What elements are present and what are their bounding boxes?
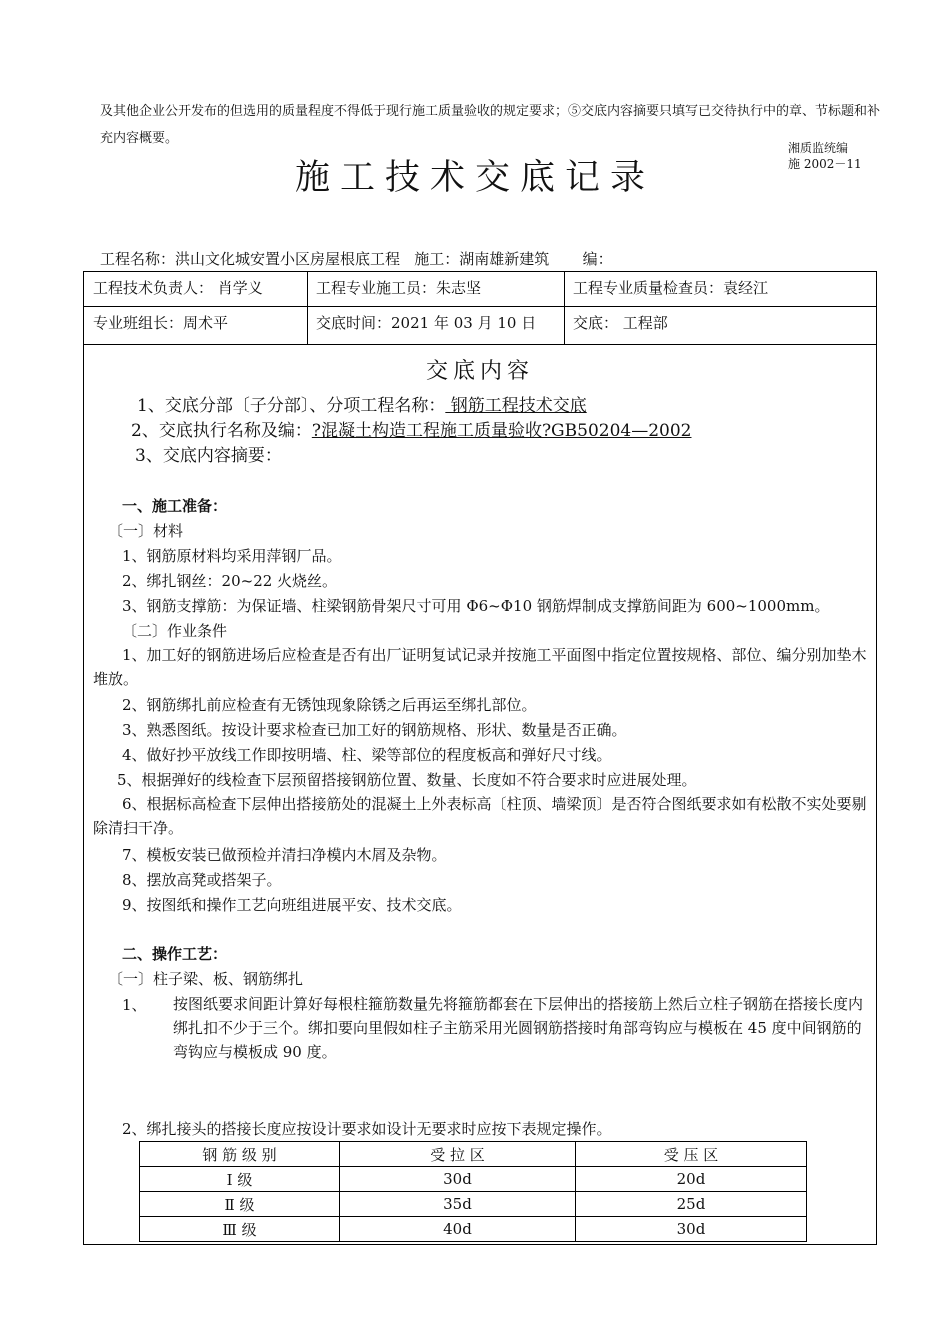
item-2-value: ?混凝土构造工程施工质量验收?GB50204—2002 <box>311 421 692 441</box>
header-divider-2 <box>84 344 876 345</box>
item-1-value: 钢筋工程技术交底 <box>445 396 587 416</box>
splice-length-table <box>139 1141 807 1242</box>
top-note: 及其他企业公开发布的但选用的质量程度不得低于现行施工质量验收的规定要求；⑤交底内容摘要只填写已交待执行中的章、节标题和补充内容概要。 <box>100 104 881 146</box>
project-line: 工程名称：洪山文化城安置小区房屋根底工程 施工：湖南雄新建筑 编： <box>100 250 613 268</box>
table-cell: Ⅱ 级 <box>140 1192 340 1217</box>
material-line-2: 2、绑扎钢丝：20~22 火烧丝。 <box>122 572 338 590</box>
table-cell: Ⅲ 级 <box>140 1217 340 1242</box>
process-2: 2、绑扎接头的搭接长度应按设计要求如设计无要求时应按下表规定操作。 <box>122 1120 612 1138</box>
table-cell: 35d <box>340 1192 576 1217</box>
material-line-3: 3、钢筋支撑筋：为保证墙、柱梁钢筋骨架尺寸可用 Φ6~Φ10 钢筋焊制成支撑筋间距为 600~1000mm。 <box>122 597 830 615</box>
part1-sub-materials: 〔一〕材料 <box>108 522 184 540</box>
header-divider-1 <box>84 306 876 307</box>
condition-3: 3、熟悉图纸。按设计要求检查已加工好的钢筋规格、形状、数量是否正确。 <box>122 721 627 739</box>
table-cell: Ⅰ 级 <box>140 1167 340 1192</box>
condition-9: 9、按图纸和操作工艺向班组进展平安、技术交底。 <box>122 896 462 914</box>
item-2 <box>131 421 691 441</box>
record-form <box>83 271 877 1245</box>
material-line-1: 1、钢筋原材料均采用萍钢厂品。 <box>122 547 342 565</box>
condition-8: 8、摆放高凳或搭架子。 <box>122 871 282 889</box>
tech-lead-cell: 工程技术负责人： 肖学义 <box>93 279 263 297</box>
document-title: 施工技术交底记录 <box>294 158 655 198</box>
team-leader-cell: 专业班组长：周术平 <box>93 314 229 332</box>
table-cell: 20d <box>576 1167 807 1192</box>
table-row <box>140 1217 807 1242</box>
part1-title: 一、施工准备： <box>122 497 228 515</box>
condition-6: 6、根据标高检查下层伸出搭接筋处的混凝土上外表标高〔柱顶、墙梁顶〕是否符合图纸要求如有松散不实处要剔除清扫干净。 <box>93 795 867 837</box>
section-heading: 交底内容 <box>425 359 534 384</box>
condition-1: 1、加工好的钢筋进场后应检查是否有出厂证明复试记录并按施工平面图中指定位置按规格、部位、编分别加垫木堆放。 <box>93 646 867 688</box>
table-row <box>140 1167 807 1192</box>
part2-title: 二、操作工艺： <box>122 945 228 963</box>
briefing-by-cell: 交底： 工程部 <box>573 314 668 332</box>
table-cell: 30d <box>340 1167 576 1192</box>
table-header-tension: 受 拉 区 <box>340 1142 576 1167</box>
condition-4: 4、做好抄平放线工作即按明墙、柱、梁等部位的程度板高和弹好尺寸线。 <box>122 746 612 764</box>
process-1-number: 1、 <box>122 996 147 1014</box>
table-cell: 30d <box>576 1217 807 1242</box>
quality-inspector-cell: 工程专业质量检查员：袁经江 <box>573 279 769 297</box>
part1-sub-conditions: 〔二〕作业条件 <box>122 622 228 640</box>
item-3-label: 3、交底内容摘要： <box>135 446 282 466</box>
condition-5: 5、根据弹好的线检查下层预留搭接钢筋位置、数量、长度如不符合要求时应进展处理。 <box>117 771 697 789</box>
table-row <box>140 1192 807 1217</box>
table-cell: 40d <box>340 1217 576 1242</box>
briefing-time-cell: 交底时间：2021 年 03 月 10 日 <box>316 314 537 332</box>
table-header-grade: 钢 筋 级 别 <box>140 1142 340 1167</box>
form-code-line1: 湘质监统编 <box>788 141 849 155</box>
item-2-label: 2、交底执行名称及编： <box>131 421 312 441</box>
part2-sub-binding: 〔一〕柱子梁、板、钢筋绑扎 <box>108 970 304 988</box>
item-1 <box>137 396 587 416</box>
condition-2: 2、钢筋绑扎前应检查有无锈蚀现象除锈之后再运至绑扎部位。 <box>122 696 537 714</box>
site-engineer-cell: 工程专业施工员：朱志坚 <box>316 279 482 297</box>
col-divider-1 <box>307 272 308 344</box>
condition-7: 7、模板安装已做预检并清扫净模内木屑及杂物。 <box>122 846 447 864</box>
table-header-row <box>140 1142 807 1167</box>
table-cell: 25d <box>576 1192 807 1217</box>
item-1-label: 1、交底分部〔子分部〕、分项工程名称： <box>137 396 446 416</box>
process-1-text: 按图纸要求间距计算好每根柱箍筋数量先将箍筋都套在下层伸出的搭接筋上然后立柱子钢筋在搭接长度内绑扎扣不少于三个。绑扣要向里假如柱子主筋采用光圆钢筋搭接时角部弯钩应与模板在 45 度中间钢筋的弯钩应与模板成 90 度。 <box>173 995 864 1061</box>
table-header-compression: 受 压 区 <box>576 1142 807 1167</box>
col-divider-2 <box>564 272 565 344</box>
form-code-line2: 施 2002－11 <box>788 157 862 171</box>
